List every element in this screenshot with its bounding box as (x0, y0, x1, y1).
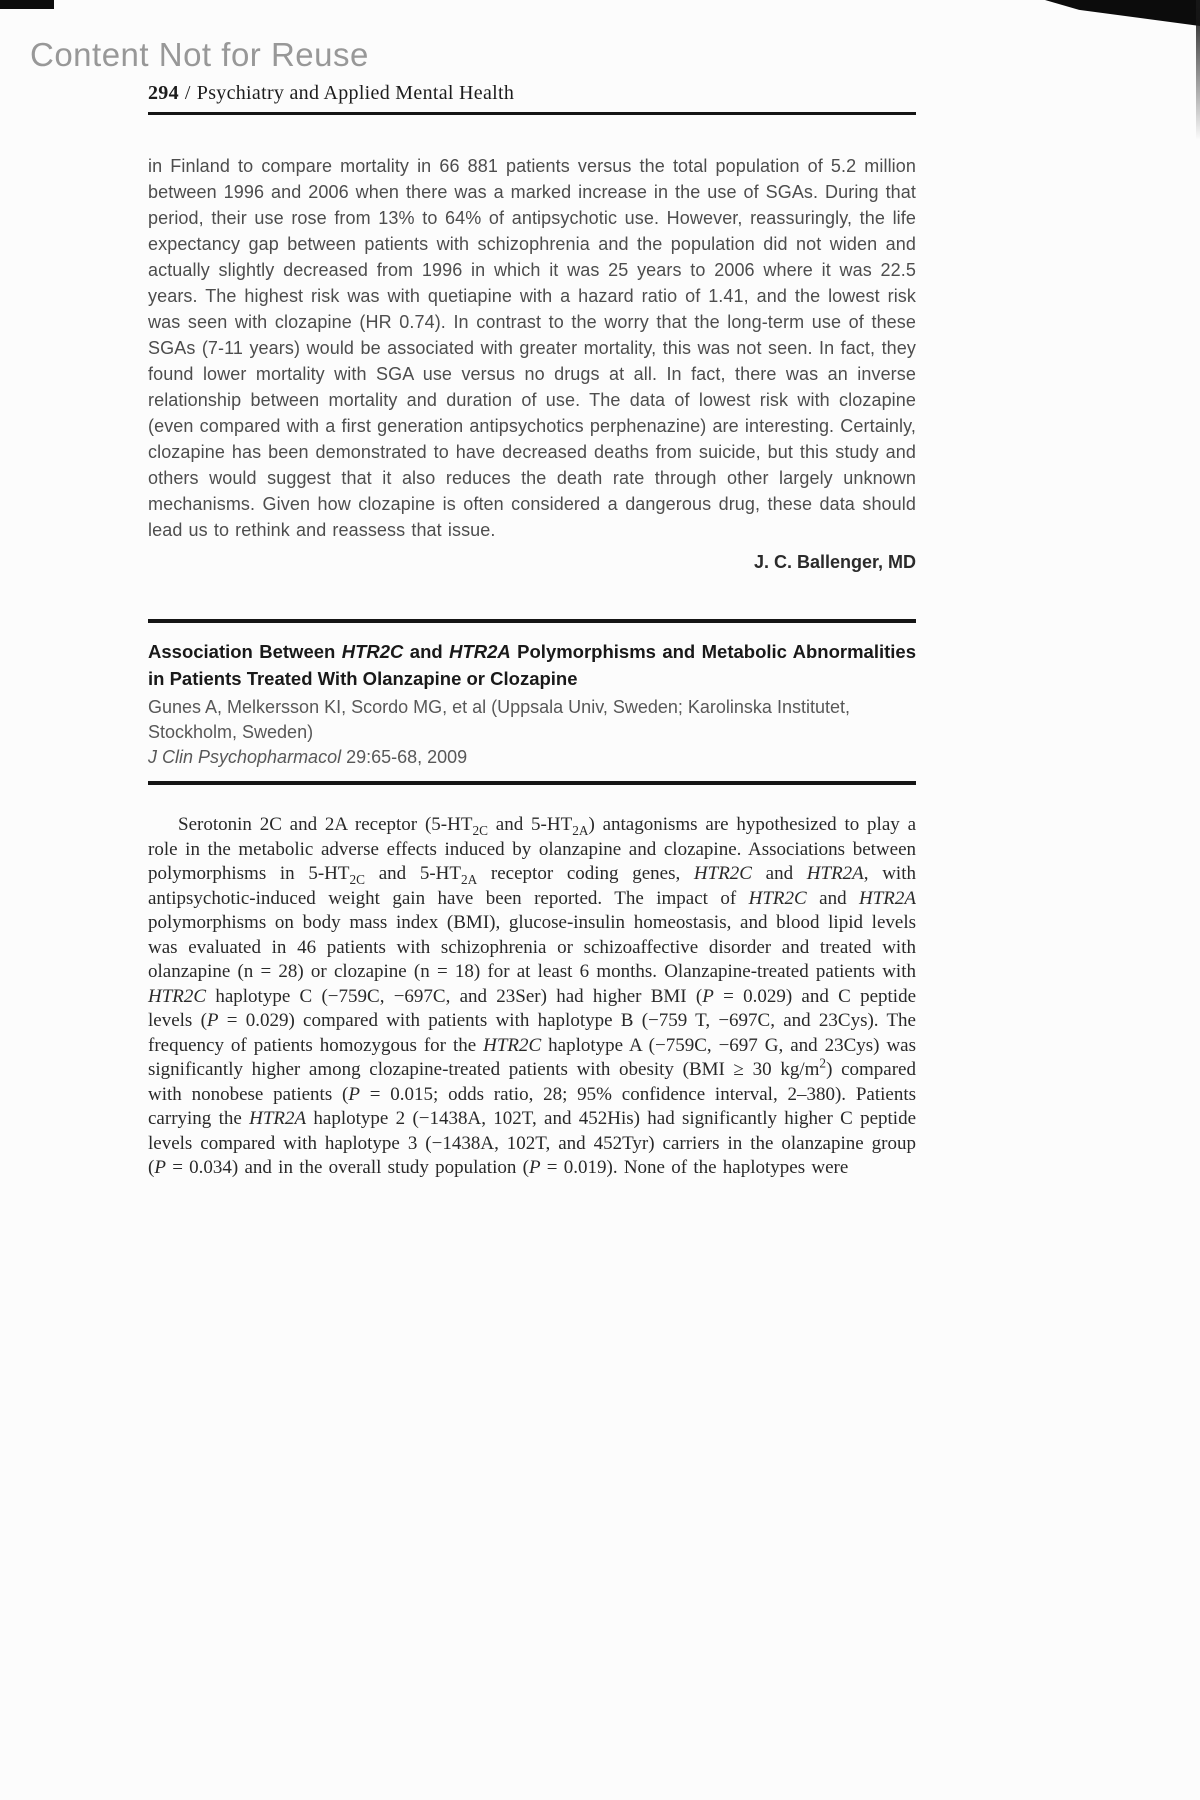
scan-artifact-top-right (1045, 0, 1200, 26)
running-head-separator: / (184, 82, 191, 104)
running-head (148, 82, 916, 105)
header-rule (148, 112, 916, 115)
scan-artifact-top-left (0, 0, 54, 9)
watermark-text: Content Not for Reuse (30, 36, 369, 73)
commentary-paragraph: in Finland to compare mortality in 66 881 patients versus the total population of 5.2 million between 1996 and 2006 when there was a marked increase in the use of SGAs. During that period, their use rose from 13% to 64% of antipsychotic use. However, reassuringly, the life expectancy gap between patients with schizophrenia and the population did not widen and actually slightly decreased from 1996 in which it was 25 years to 2006 where it was 22.5 years. The highest risk was with quetiapine with a hazard ratio of 1.41, and the lowest risk was seen with clozapine (HR 0.74). In contrast to the worry that the long-term use of these SGAs (7-11 years) would be associated with greater mortality, this was not seen. In fact, they found lower mortality with SGA use versus no drugs at all. In fact, there was an inverse relationship between mortality and duration of use. The data of lowest risk with clozapine (even compared with a first generation antipsychotics perphenazine) are interesting. Certainly, clozapine has been demonstrated to have decreased deaths from suicide, but this study and others would suggest that it also reduces the death rate through other largely unknown mechanisms. Given how clozapine is often considered a dangerous drug, these data should lead us to rethink and reassess that issue. (148, 156, 916, 540)
article-citation: J Clin Psychopharmacol 29:65-68, 2009 (148, 747, 468, 767)
abstract-paragraph: Serotonin 2C and 2A receptor ($5-HT_{2C}$ and $5-HT_{2A}$) antagonisms are hypothesized to play a role in the metabolic adverse effects induced by olanzapine and clozapine. Associations between polymorphisms in $5-HT_{2C}$ and $5-HT_{2A}$ receptor coding genes, HTR2C and HTR2A, with antipsychotic-induced weight gain have been reported. The impact of HTR2C and HTR2A polymorphisms on body mass index (BMI), glucose-insulin homeostasis, and blood lipid levels was evaluated in 46 patients with schizophrenia or schizoaffective disorder and treated with olanzapine (n = 28) or clozapine (n = 18) for at least 6 months. Olanzapine-treated patients with HTR2C haplotype C (−759C, −697C, and 23Ser) had higher BMI (P = 0.029) and C peptide levels (P = 0.029) compared with patients with haplotype B (−759 T, −697C, and 23Cys). The frequency of patients homozygous for the HTR2C haplotype A (−759C, −697 G, and 23Cys) was significantly higher among clozapine-treated patients with obesity (BMI ≥ 30 $kg/m^2$) compared with nonobese patients (P = 0.015; odds ratio, 28; 95% confidence interval, 2–380). Patients carrying the HTR2A haplotype 2 (−1438A, 102T, and 452His) had significantly higher C peptide levels compared with haplotype 3 (−1438A, 102T, and 452Tyr) carriers in the olanzapine group (P = 0.034) and in the overall study population (P = 0.019). None of the haplotypes were (148, 814, 917, 1178)
article-bottom-rule (148, 781, 916, 785)
article-top-rule (148, 619, 916, 623)
page-number: 294 (148, 82, 179, 104)
article-title: Association Between HTR2C and HTR2A Polymorphisms and Metabolic Abnormalities in Patients Treated With Olanzapine or Clozapine (148, 641, 917, 689)
page-content (148, 82, 916, 1181)
section-title: Psychiatry and Applied Mental Health (196, 82, 515, 104)
article-authors: Gunes A, Melkersson KI, Scordo MG, et al (Uppsala Univ, Sweden; Karolinska Institutet, Stockholm, Sweden) (148, 697, 850, 742)
scan-artifact-right-edge (1196, 0, 1200, 140)
commentary-author-signature: J. C. Ballenger, MD (753, 552, 916, 572)
